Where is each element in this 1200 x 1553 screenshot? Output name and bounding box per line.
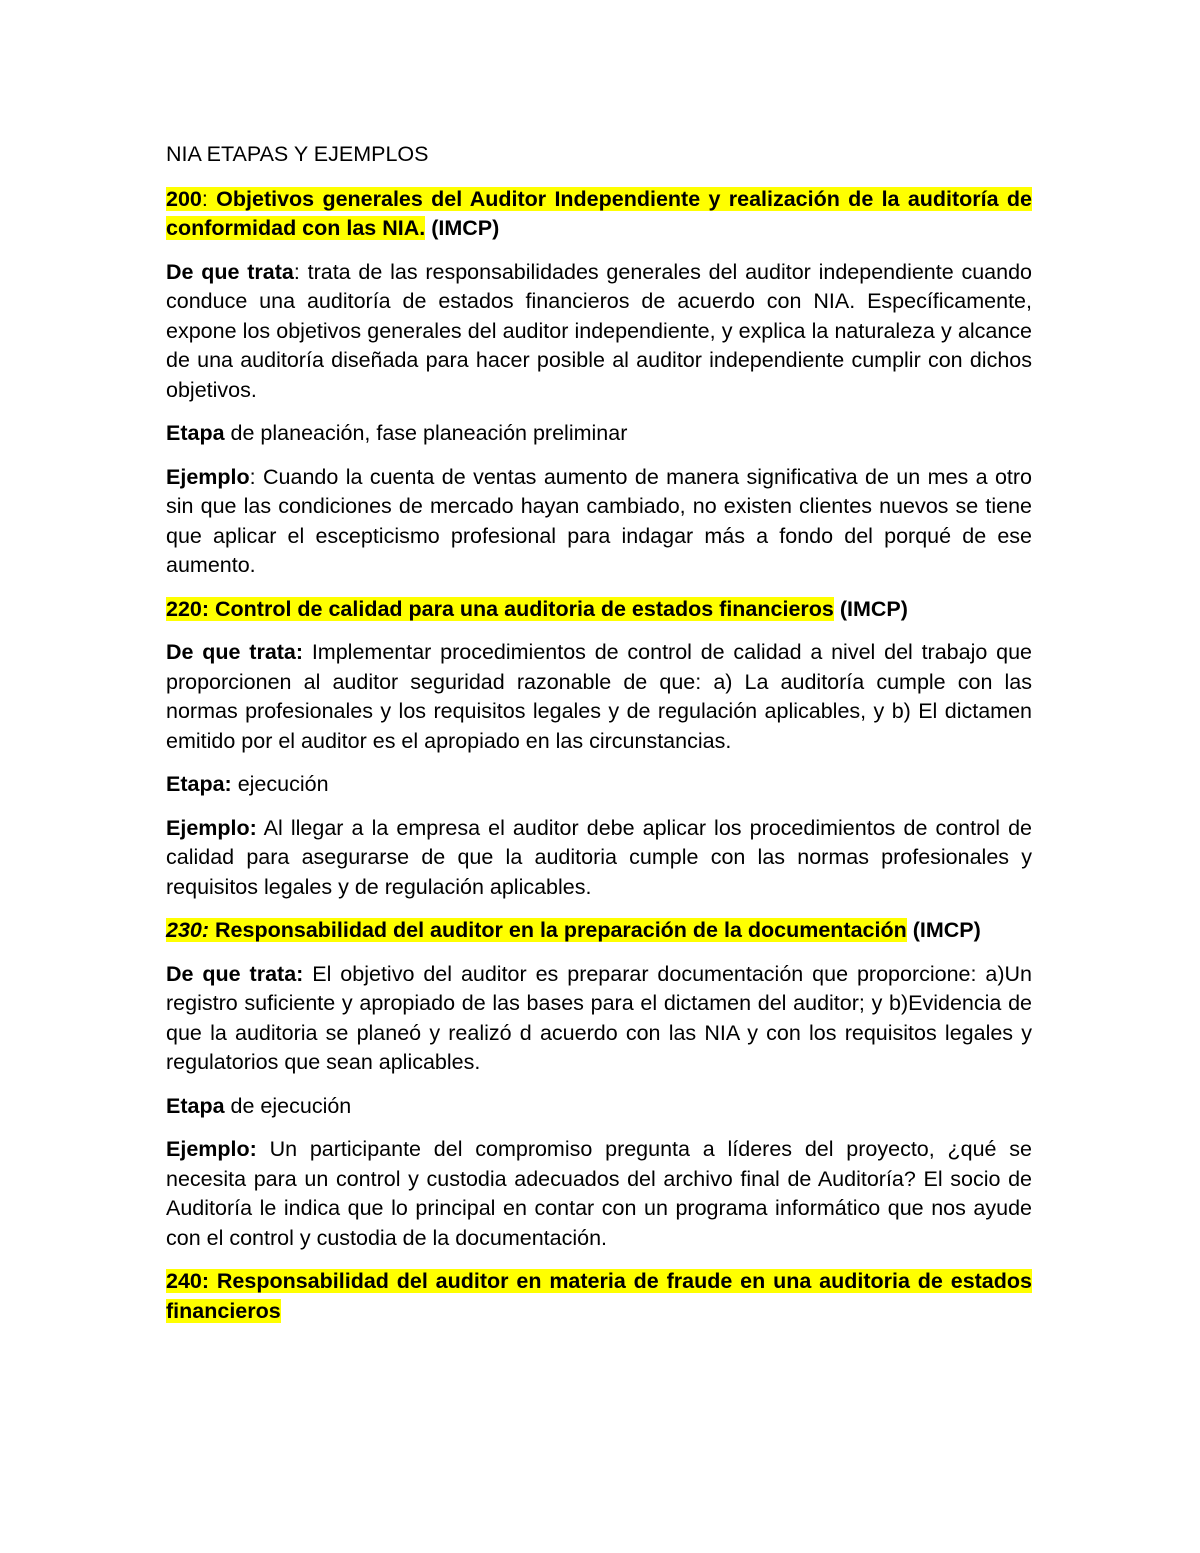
section-heading-text: 240: Responsabilidad del auditor en materia de fraude en una auditoria de estados financieros bbox=[166, 1269, 1032, 1323]
ejemplo-label: Ejemplo bbox=[166, 464, 250, 489]
trata-text: trata de las responsabilidades generales del auditor independiente cuando conduce una auditoría de estados financieros de acuerdo con NIA. Específicamente, expone los objetivos generales del auditor independiente, y explica la naturaleza y alcance de una auditoría diseñada para hacer posible al auditor independiente cumplir con dichos objetivos. bbox=[166, 259, 1032, 402]
trata-label: De que trata bbox=[166, 259, 294, 284]
section-200-heading bbox=[166, 185, 1032, 244]
section-230-ejemplo bbox=[166, 1135, 1032, 1253]
document-body bbox=[166, 140, 1032, 1340]
section-number: 200 bbox=[166, 186, 202, 211]
section-number-separator: : bbox=[201, 186, 208, 211]
section-220-etapa bbox=[166, 770, 1032, 800]
ejemplo-separator: : bbox=[249, 464, 256, 489]
ejemplo-text: Un participante del compromiso pregunta a líderes del proyecto, ¿qué se necesita para un control y custodia adecuados del archivo final de Auditoría? El socio de Auditoría le indica que lo principal en contar con un programa informático que nos ayude con el control y custodia de la documentación. bbox=[166, 1137, 1032, 1250]
section-220-heading bbox=[166, 595, 1032, 625]
section-200-etapa bbox=[166, 419, 1032, 449]
trata-text: El objetivo del auditor es preparar documentación que proporcione: a)Un registro suficiente y apropiado de las bases para el dictamen del auditor; y b)Evidencia de que la auditoria se planeó y realizó d acuerdo con las NIA y con los requisitos legales y regulatorios que sean aplicables. bbox=[166, 961, 1033, 1074]
section-source: (IMCP) bbox=[833, 596, 908, 621]
ejemplo-label: Ejemplo: bbox=[166, 1137, 257, 1161]
section-heading-text: 220: Control de calidad para una auditoria de estados financieros bbox=[166, 596, 834, 621]
section-source: (IMCP) bbox=[425, 216, 500, 240]
trata-label: De que trata: bbox=[166, 961, 304, 986]
section-source: (IMCP) bbox=[906, 918, 981, 942]
section-200-trata bbox=[166, 258, 1032, 406]
section-230-etapa bbox=[166, 1092, 1032, 1122]
section-230-trata bbox=[166, 960, 1032, 1078]
trata-label: De que trata: bbox=[166, 640, 304, 664]
etapa-text: de ejecución bbox=[224, 1093, 352, 1118]
ejemplo-text: Cuando la cuenta de ventas aumento de manera significativa de un mes a otro sin que las condiciones de mercado hayan cambiado, no existen clientes nuevos se tiene que aplicar el escepticismo profesional para indagar más a fondo del porqué de ese aumento. bbox=[166, 464, 1032, 577]
section-230-heading bbox=[166, 916, 1032, 946]
trata-text: Implementar procedimientos de control de calidad a nivel del trabajo que proporcionen al auditor seguridad razonable de que: a) La auditoría cumple con las normas profesionales y los requisitos legales y de regulación aplicables, y b) El dictamen emitido por el auditor es el apropiado en las circunstancias. bbox=[166, 640, 1032, 753]
section-heading-text: Responsabilidad del auditor en la preparación de la documentación bbox=[209, 918, 907, 942]
section-220-ejemplo bbox=[166, 814, 1032, 903]
section-heading-text: Objetivos generales del Auditor Independiente y realización de la auditoría de conformidad con las NIA. bbox=[166, 186, 1032, 240]
section-number bbox=[166, 918, 209, 942]
etapa-label: Etapa bbox=[166, 421, 225, 445]
ejemplo-label: Ejemplo: bbox=[166, 815, 257, 840]
ejemplo-text: Al llegar a la empresa el auditor debe aplicar los procedimientos de control de calidad para asegurarse de que la auditoria cumple con las normas profesionales y requisitos legales y de regulación aplicables. bbox=[166, 815, 1032, 899]
section-200-ejemplo bbox=[166, 463, 1032, 581]
document-title: NIA ETAPAS Y EJEMPLOS bbox=[166, 142, 429, 166]
trata-separator: : bbox=[293, 259, 300, 284]
etapa-text: ejecución bbox=[231, 772, 329, 796]
section-240-heading bbox=[166, 1267, 1032, 1326]
section-220-trata bbox=[166, 638, 1032, 756]
etapa-text: de planeación, fase planeación preliminar bbox=[224, 421, 628, 445]
etapa-label: Etapa: bbox=[166, 772, 232, 796]
section-number-italic: 230: bbox=[166, 918, 210, 942]
etapa-label: Etapa bbox=[166, 1093, 225, 1118]
